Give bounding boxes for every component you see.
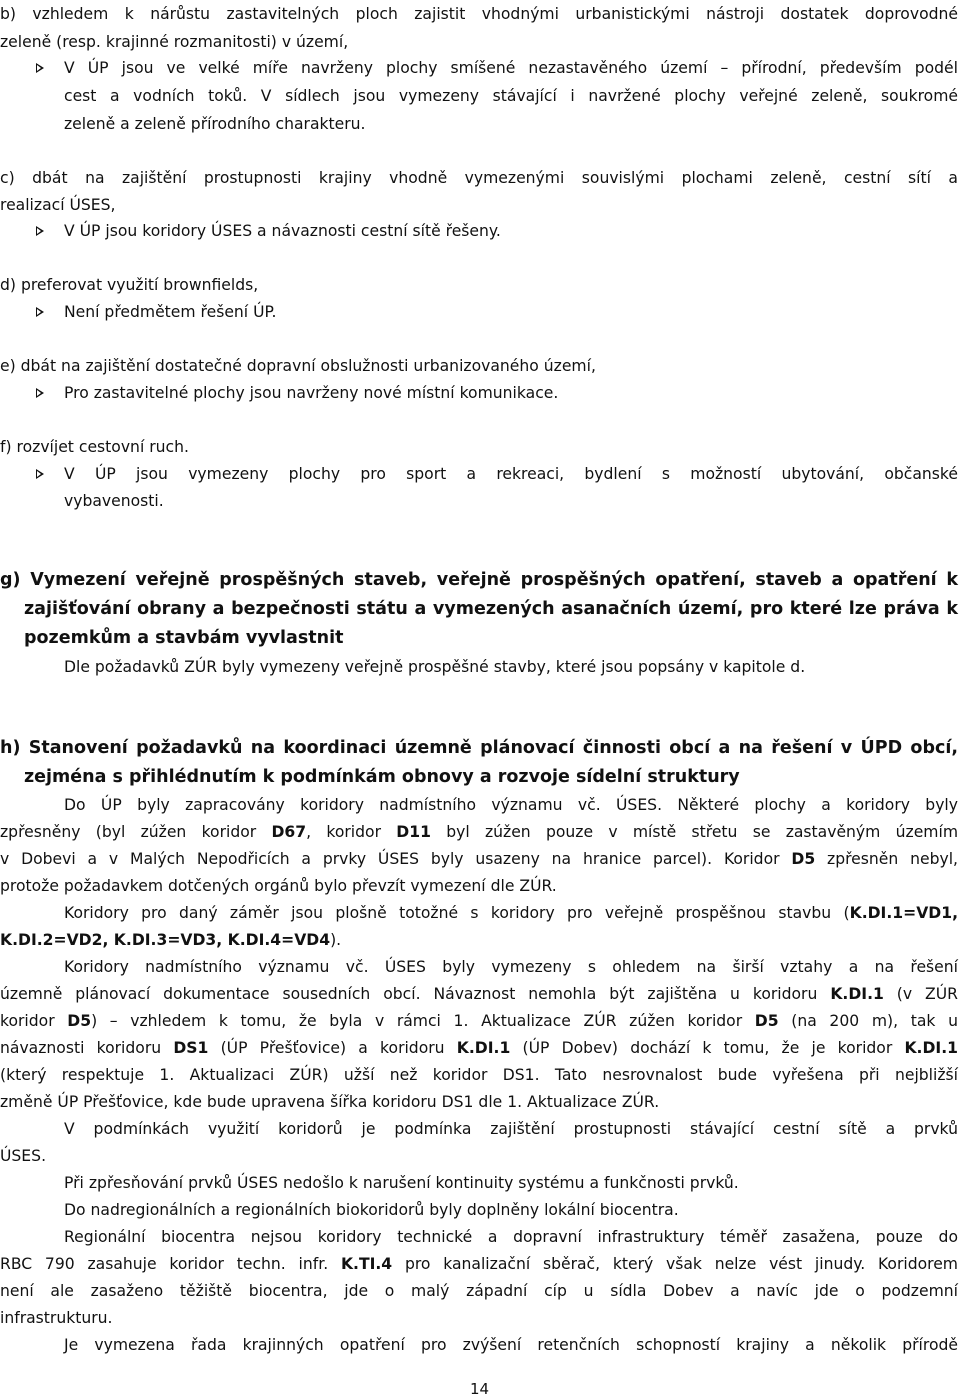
- h-p8-line-1: Je vymezena řada krajinných opatření pro zvýšení retenčních schopností krajiny a několik přírodě: [64, 1336, 958, 1354]
- section-c-bullet-line-1: V ÚP jsou koridory ÚSES a návaznosti cestní sítě řešeny.: [64, 222, 501, 240]
- section-f-line-1: f) rozvíjet cestovní ruch.: [0, 438, 189, 456]
- section-g-heading-line-3: pozemkům a stavbám vyvlastnit: [24, 628, 344, 648]
- section-e-bullet-line-1: Pro zastavitelné plochy jsou navrženy nové místní komunikace.: [64, 384, 559, 402]
- h-p5: Při zpřesňování prvků ÚSES nedošlo k narušení kontinuity systému a funkčnosti prvků.: [64, 1174, 739, 1192]
- h-p3-line-4: návaznosti koridoru DS1 (ÚP Přešťovice) a koridoru K.DI.1 (ÚP Dobev) dochází k tomu, že je koridor K.DI.1: [0, 1039, 958, 1057]
- h-p7-line-4: infrastrukturu.: [0, 1309, 113, 1327]
- section-d-line-1: d) preferovat využití brownfields,: [0, 276, 259, 294]
- h-p7-line-1: Regionální biocentra nejsou koridory technické a dopravní infrastruktury téměř zasažena, pouze do: [64, 1228, 958, 1246]
- section-b-bullet-line-2: cest a vodních toků. V sídlech jsou vymezeny stávající i navržené plochy veřejné zeleně, soukromé: [64, 87, 958, 105]
- section-c-line-2: realizací ÚSES,: [0, 196, 116, 214]
- h-p7-line-3: není ale zasaženo těžiště biocentra, jde o malý západní cíp u sídla Dobev a navíc jde o podzemní: [0, 1282, 958, 1300]
- section-g-heading-line-1: g) Vymezení veřejně prospěšných staveb, veřejně prospěšných opatření, staveb a opatření k: [0, 570, 958, 590]
- h-p3-line-2: územně plánovací dokumentace sousedních obcí. Návaznost nemohla být zajištěna u koridoru K.DI.1 (v ZÚR: [0, 985, 958, 1003]
- h-p3-line-3: koridor D5) – vzhledem k tomu, že byla v rámci 1. Aktualizace ZÚR zúžen koridor D5 (na 200 m), tak u: [0, 1012, 958, 1030]
- section-h-heading-line-1: h) Stanovení požadavků na koordinaci územně plánovací činnosti obcí a na řešení v ÚPD obcí,: [0, 738, 958, 758]
- h-p3-line-5: (který respektuje 1. Aktualizaci ZÚR) užší než koridor DS1. Tato nesrovnalost bude vyřešena při nejbližší: [0, 1066, 958, 1084]
- arrow-bullet-icon: [36, 307, 44, 317]
- section-h-heading-line-2: zejména s přihlédnutím k podmínkám obnovy a rozvoje sídelní struktury: [24, 767, 740, 787]
- h-p3-line-1: Koridory nadmístního významu vč. ÚSES byly vymezeny s ohledem na širší vztahy a na řešení: [64, 958, 958, 976]
- section-b-bullet-line-3: zeleně a zeleně přírodního charakteru.: [64, 115, 366, 133]
- h-p7-line-2: RBC 790 zasahuje koridor techn. infr. K.TI.4 pro kanalizační sběrač, který však nelze vést jinudy. Koridorem: [0, 1255, 958, 1273]
- h-p6: Do nadregionálních a regionálních biokoridorů byly doplněny lokální biocentra.: [64, 1201, 679, 1219]
- section-b-line-2: zeleně (resp. krajinné rozmanitosti) v území,: [0, 33, 349, 51]
- section-b-line-1: b) vzhledem k nárůstu zastavitelných ploch zajistit vhodnými urbanistickými nástroji dostatek doprovodné: [0, 5, 958, 23]
- h-p2-line-2: K.DI.2=VD2, K.DI.3=VD3, K.DI.4=VD4).: [0, 931, 342, 949]
- h-p4-line-2: ÚSES.: [0, 1147, 47, 1165]
- arrow-bullet-icon: [36, 388, 44, 398]
- arrow-bullet-icon: [36, 469, 44, 479]
- h-p1-line-3: v Dobevi a v Malých Nepodřicích a prvky ÚSES byly usazeny na hranice parcel). Koridor D5 zpřesněn nebyl,: [0, 850, 958, 868]
- h-p4-line-1: V podmínkách využití koridorů je podmínka zajištění prostupnosti stávající cestní sítě a prvků: [64, 1120, 958, 1138]
- arrow-bullet-icon: [36, 63, 44, 73]
- h-p1-line-1: Do ÚP byly zapracovány koridory nadmístního významu vč. ÚSES. Některé plochy a koridory byly: [64, 796, 958, 814]
- page-number: 14: [470, 1380, 490, 1398]
- section-e-line-1: e) dbát na zajištění dostatečné dopravní obslužnosti urbanizovaného území,: [0, 357, 596, 375]
- section-b-bullet-line-1: V ÚP jsou ve velké míře navrženy plochy smíšené nezastavěného území – přírodní, především podél: [64, 59, 958, 77]
- h-p1-line-4: protože požadavkem dotčených orgánů bylo převzít vymezení dle ZÚR.: [0, 877, 557, 895]
- h-p2-line-1: Koridory pro daný záměr jsou plošně totožné s koridory pro veřejně prospěšnou stavbu (K.DI.1=VD1,: [64, 904, 958, 922]
- section-g-heading-line-2: zajišťování obrany a bezpečnosti státu a vymezených asanačních území, pro které lze práva k: [24, 599, 958, 619]
- section-c-line-1: c) dbát na zajištění prostupnosti krajiny vhodně vymezenými souvislými plochami zeleně, cestní sítí a: [0, 169, 958, 187]
- section-f-bullet-line-2: vybavenosti.: [64, 492, 164, 510]
- h-p3-line-6: změně ÚP Přešťovice, kde bude upravena šířka koridoru DS1 dle 1. Aktualizace ZÚR.: [0, 1093, 660, 1111]
- section-f-bullet-line-1: V ÚP jsou vymezeny plochy pro sport a rekreaci, bydlení s možností ubytování, občanské: [64, 465, 958, 483]
- section-g-paragraph: Dle požadavků ZÚR byly vymezeny veřejně prospěšné stavby, které jsou popsány v kapitole d.: [64, 658, 806, 676]
- h-p1-line-2: zpřesněny (byl zúžen koridor D67, koridor D11 byl zúžen pouze v místě střetu se zastavěným územím: [0, 823, 959, 841]
- section-d-bullet-line-1: Není předmětem řešení ÚP.: [64, 303, 277, 321]
- arrow-bullet-icon: [36, 226, 44, 236]
